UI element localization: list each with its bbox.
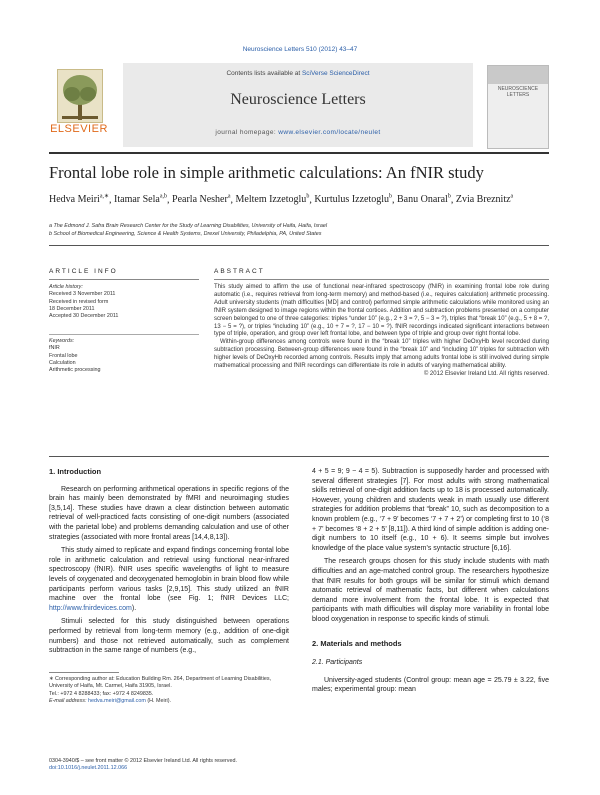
journal-cover-thumbnail[interactable] (487, 65, 549, 149)
paragraph: Research on performing arithmetical operations in specific regions of the brain has mainly been demonstrated by fMRI and neuroimaging studies [3,5,14]. These studies have drawn a clear distinction between automatic retrieval of well-practiced facts consisting of one-digit numbers (associated with the parietal lobe) and problems demanding calculation and use of other strategies (associated with more frontal areas [14,4,8,13]). (49, 485, 289, 541)
homepage-line (123, 129, 473, 136)
keywords-rule (49, 334, 199, 335)
copyright-notice: © 2012 Elsevier Ireland Ltd. All rights reserved. (423, 370, 549, 377)
history-item: Received in revised form (49, 298, 109, 305)
history-item: Received 3 November 2011 (49, 291, 116, 298)
right-column (312, 467, 549, 699)
author[interactable]: Pearla Nesher$^a$ (172, 194, 231, 206)
article-info-heading: ARTICLE INFO (49, 268, 118, 275)
paragraph: This study aimed to replicate and expand findings concerning frontal lobe role in arithmetic calculation and retrieval using functional near-infrared spectroscopy (fNIR). fNIR uses specific wavelengths of light to measure levels of oxygenated and deoxygenated hemoglobin in brain blood flow while participants perform various tasks [2,9,15]. This study utilized an fNIR machine over the frontal lobe (see Fig. 1; fNIR Devices LLC; http://www.fnirdevices.com). (49, 547, 289, 612)
author[interactable]: Zvia Breznitz$^a$ (455, 194, 514, 206)
author[interactable]: Hedva Meiri$^{a,∗}$ (49, 194, 110, 206)
abstract-text (214, 284, 549, 379)
keywords-label: Keywords: (49, 338, 75, 344)
header-rule (49, 152, 549, 154)
corresponding-author-note: ∗ Corresponding author at: Education Building Rm. 264, Department of Learning Disabilities, University of Haifa, Mt. Carmel, Haifa 31905, Israel. (49, 676, 272, 690)
article-title: Frontal lobe role in simple arithmetic calculations: An fNIR study (49, 163, 484, 182)
doi-link[interactable]: doi:10.1016/j.neulet.2011.12.066 (49, 765, 128, 772)
affiliation-rule (49, 245, 549, 246)
tree-icon (57, 69, 103, 123)
email-line: E-mail address: hedva.meiri@gmail.com (H. Meiri). (49, 697, 172, 704)
contents-line (123, 70, 473, 77)
abstract-rule (214, 279, 549, 280)
issn-line: 0304-3940/$ – see front matter © 2012 Elsevier Ireland Ltd. All rights reserved. (49, 758, 237, 764)
abstract-heading: ABSTRACT (214, 268, 265, 275)
publisher-logo-text: ELSEVIER (50, 123, 108, 135)
homepage-link[interactable]: www.elsevier.com/locate/neulet (278, 129, 381, 136)
footnote (49, 676, 289, 705)
footnote-rule (49, 672, 119, 673)
article-info-rule (49, 279, 199, 280)
affiliation: b School of Biomedical Engineering, Science & Health Systems, Drexel University, Philadelphia, PA, United States (49, 230, 322, 237)
affiliations (49, 223, 549, 238)
author[interactable]: Banu Onaral$^b$ (397, 194, 451, 206)
publication-footer (49, 758, 289, 773)
keyword: Frontal lobe (49, 352, 78, 359)
subsection-heading: 2.1. Participants (312, 659, 363, 667)
journal-reference[interactable]: Neuroscience Letters 510 (2012) 43–47 (242, 46, 358, 53)
history-item: 18 December 2011 (49, 305, 95, 312)
keywords-block (49, 338, 199, 374)
contents-prefix: Contents lists available at (226, 70, 302, 77)
author[interactable]: Meltem Izzetoglu$^b$ (235, 194, 310, 206)
left-column (49, 467, 289, 660)
journal-masthead (49, 63, 549, 153)
cover-band (488, 66, 548, 84)
sciencedirect-link[interactable]: SciVerse ScienceDirect (301, 70, 370, 77)
author[interactable]: Kurtulus Izzetoglu$^b$ (314, 194, 393, 206)
contact-numbers: Tel.: +972 4 8288433; fax: +972 4 8249835. (49, 690, 154, 697)
journal-name: Neuroscience Letters (230, 91, 366, 108)
paragraph: University-aged students (Control group: mean age = 25.79 ± 3.22, five males; experimental group: mean (312, 676, 549, 694)
abstract-paragraph: This study aimed to affirm the use of functional near-infrared spectroscopy (fNIR) in examining frontal lobe role during automatic (i.e., requires retrieval from long-term memory) and method-based (i.e., requires calculation) arithmetic processing. Adult university students (math difficulties [MD] and control) performed simple arithmetic calculations while monitored using an fNIR system designed to image regions within the frontal cortices. Addition and subtraction problems presented on a computer screen belonged to one of three categories: triples “under 10” (e.g., 2 + 3 = ?, 5 − 3 = ?), triples that “break 10” (e.g., 5 + 8 = ?, 13 − 5 = ?), or triples “including 10” (e.g., 10 + 7 = ?, 17 − 10 = ?). fNIR recordings indicated significant interactions between type of triple, operation, and group over left frontal lobe, and between type of triple and group over right frontal lobe. (214, 284, 549, 338)
cover-label: NEUROSCIENCE LETTERS (497, 86, 539, 98)
section-heading: 2. Materials and methods (312, 638, 402, 648)
paragraph: The research groups chosen for this study include students with math difficulties and an age-matched control group. The researchers hypothesize that fNIR results for both groups will be similar for stimuli which demand automatic retrieval of mathematic facts, but different when calculations demand more involvement from the frontal lobe. It is expected that participants with math difficulties will display more variability in frontal lobe blood oxygenation in response to specific kinds of stimuli. (312, 558, 549, 623)
abstract-paragraph: Within-group differences among controls were found in the “break 10” triples with higher DeOxyHb level recorded during subtraction processing. Between-group differences were found in the “break 10” and “including 10” triples for subtraction with higher levels of DeOxyHb recorded among controls. Results imply that among adults frontal lobe is still involved during simple mathematical processing and fNIR recordings can differentiate its role in adults of varying mathematical ability. (214, 339, 549, 370)
keyword: Arithmetic processing (49, 367, 101, 374)
section-heading: 1. Introduction (49, 467, 102, 476)
abstract-bottom-rule (49, 456, 549, 457)
paragraph: Stimuli selected for this study distinguished between operations performed by retrieval from long-term memory (e.g., addition of one-digit numbers) and those not retrieved automatically, such as complement subtraction in the same range of numbers (e.g., (49, 618, 289, 655)
author[interactable]: Itamar Sela$^{a,b}$ (114, 194, 168, 206)
history-item: Accepted 30 December 2011 (49, 313, 119, 320)
author-list: Hedva Meiri$^{a,∗}$, Itamar Sela$^{a,b}$, Pearla Nesher$^a$, Meltem Izzetoglu$^b$, Kurtulus Izzetoglu$^b$, Banu Onaral$^b$, Zvia Breznitz$^a$ (49, 194, 514, 206)
affiliation: a The Edmond J. Safra Brain Research Center for the Study of Learning Disabilities, University of Haifa, Haifa, Israel (49, 223, 328, 229)
keyword: Calculation (49, 359, 76, 366)
elsevier-logo[interactable] (49, 69, 109, 147)
article-history (49, 284, 199, 320)
paragraph: 4 + 5 = 9; 9 − 4 = 5). Subtraction is supposedly harder and processed with several different strategies [7]. For most adults with strong mathematical skills retrieval of one-digit addition facts up to 18 is processed automatically. However, young children and students weak in math usually use different strategies for addition problems that “break” 10, such as decomposition to a known problem (e.g., ‘7 + 9’ becomes ‘7 + 7 + 2’) or completing first to 10 (‘8 + 7’ becomes ‘8 + 2 + 5’ [8,11]). A third kind of simple addition is adding one-digit numbers to 10 itself (e.g., 10 + 6). It seems simple but involves knowledge of the place value system’s syntactic structure [6,16]. (312, 468, 549, 552)
keyword: fNIR (49, 345, 60, 352)
history-label: Article history: (49, 284, 83, 290)
masthead-banner (123, 63, 473, 147)
fnir-devices-link[interactable]: http://www.fnirdevices.com (49, 604, 132, 612)
homepage-prefix: journal homepage: (215, 129, 279, 136)
email-link[interactable]: hedva.meiri@gmail.com (87, 697, 146, 704)
